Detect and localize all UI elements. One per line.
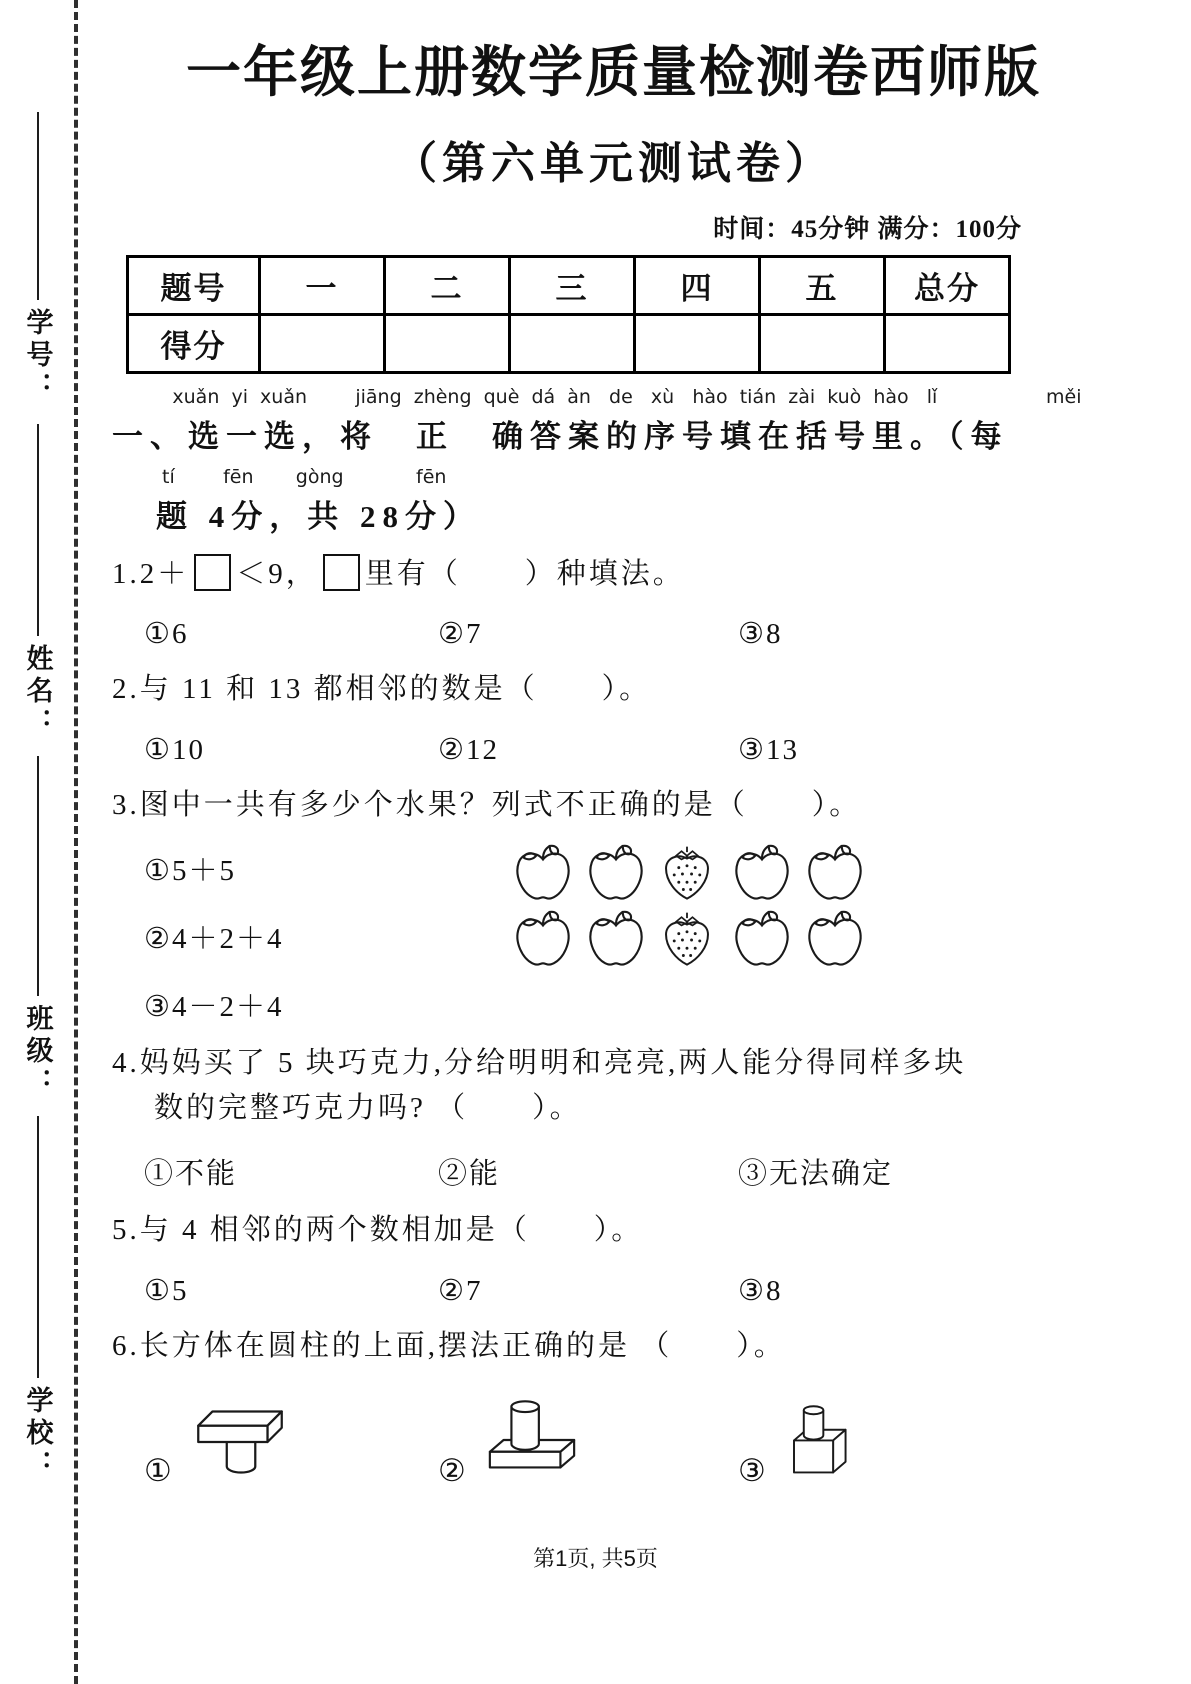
section-one-instruction-line1: 一、选一选，将 正 确答案的序号填在括号里。（每 bbox=[112, 418, 1009, 454]
cuboid-on-cylinder-icon bbox=[184, 1395, 296, 1489]
question-5-options bbox=[144, 1273, 1127, 1308]
blank-box bbox=[194, 554, 231, 591]
option: ①5 bbox=[144, 1275, 189, 1308]
fruit-picture bbox=[510, 844, 870, 1025]
score-table-header-cell: 五 bbox=[760, 257, 885, 315]
apple-icon bbox=[802, 910, 870, 974]
fruit-row bbox=[510, 844, 870, 908]
school-field bbox=[6, 1116, 70, 1482]
apple-icon bbox=[729, 910, 797, 974]
option bbox=[738, 1399, 858, 1489]
strawberry-icon bbox=[656, 844, 724, 908]
question-3-body bbox=[112, 844, 1127, 1025]
option: ③无法确定 bbox=[738, 1158, 894, 1191]
score-table-header-row bbox=[128, 257, 1010, 315]
score-table-header-cell: 一 bbox=[260, 257, 385, 315]
page-subtitle: （第六单元测试卷） bbox=[393, 139, 834, 188]
score-cell-empty bbox=[635, 315, 760, 373]
section-one-instruction-line2: 题 4分，共 28分） bbox=[156, 498, 481, 534]
option-label: ② bbox=[438, 1453, 466, 1489]
pinyin-annotation: xuǎn yi xuǎn jiāng zhèng què dá àn de xù hào tián zài kuò hào lǐ měi bbox=[112, 386, 1082, 408]
option: ②12 bbox=[438, 734, 499, 767]
option-label: ① bbox=[144, 1453, 172, 1489]
option: ③4－2＋4 bbox=[144, 991, 284, 1024]
apple-icon bbox=[583, 910, 651, 974]
question-3 bbox=[112, 783, 1127, 1025]
page-title: 一年级上册数学质量检测卷西师版 bbox=[185, 41, 1041, 103]
fruit-row bbox=[510, 910, 870, 974]
score-cell-empty bbox=[510, 315, 635, 373]
question-1-text: 1.2＋ ＜9， 里有（ ）种填法。 bbox=[112, 552, 1127, 597]
score-table-score-row bbox=[128, 315, 1010, 373]
score-cell-empty bbox=[760, 315, 885, 373]
class-label: 班级： bbox=[22, 1004, 53, 1100]
option: ①5＋5 bbox=[144, 855, 236, 888]
option: ③8 bbox=[738, 618, 783, 651]
option bbox=[144, 1395, 438, 1489]
exam-time-score-info: 时间：45分钟 满分：100分 bbox=[713, 216, 1022, 243]
question-3-options bbox=[144, 844, 510, 1025]
student-number-field bbox=[6, 112, 70, 404]
cylinder-on-cube-icon bbox=[778, 1399, 858, 1489]
option: ②4＋2＋4 bbox=[144, 923, 284, 956]
score-table bbox=[126, 255, 1011, 374]
question-2-text: 2.与 11 和 13 都相邻的数是（ ）。 bbox=[112, 673, 652, 706]
write-line bbox=[37, 112, 39, 300]
question-3-text: 3.图中一共有多少个水果？列式不正确的是（ ）。 bbox=[112, 789, 862, 822]
score-row-label: 得分 bbox=[128, 315, 260, 373]
question-1-options bbox=[144, 616, 1127, 651]
student-number-label: 学号： bbox=[22, 308, 53, 404]
page-number: 第1页, 共5页 bbox=[533, 1546, 658, 1571]
question-6-options bbox=[144, 1391, 1127, 1489]
question-6-text: 6.长方体在圆柱的上面,摆法正确的是 （ ）。 bbox=[112, 1330, 786, 1363]
question-4 bbox=[112, 1041, 1127, 1192]
option: ②7 bbox=[438, 618, 483, 651]
score-cell-empty bbox=[385, 315, 510, 373]
option bbox=[438, 1391, 738, 1489]
question-4-options bbox=[144, 1151, 1127, 1192]
question-4-text-line1: 4.妈妈买了 5 块巧克力,分给明明和亮亮,两人能分得同样多块 bbox=[112, 1047, 967, 1080]
score-cell-empty bbox=[260, 315, 385, 373]
blank-box bbox=[323, 554, 360, 591]
section-one-heading bbox=[100, 386, 1127, 536]
write-line bbox=[37, 424, 39, 636]
binding-dashed-line bbox=[74, 0, 78, 1684]
write-line bbox=[37, 1116, 39, 1378]
option: ①不能 bbox=[144, 1158, 238, 1191]
cylinder-on-cuboid-icon bbox=[478, 1391, 586, 1489]
pinyin-annotation: tí fēn gòng fēn bbox=[156, 465, 447, 488]
apple-icon bbox=[510, 844, 578, 908]
option: ②能 bbox=[438, 1158, 501, 1191]
apple-icon bbox=[583, 844, 651, 908]
question-5-text: 5.与 4 相邻的两个数相加是（ ）。 bbox=[112, 1214, 644, 1247]
school-label: 学校： bbox=[22, 1386, 53, 1482]
option: ①6 bbox=[144, 618, 189, 651]
score-table-header-cell: 总分 bbox=[885, 257, 1010, 315]
score-table-header-cell: 四 bbox=[635, 257, 760, 315]
question-1 bbox=[112, 552, 1127, 652]
score-table-header-cell: 三 bbox=[510, 257, 635, 315]
apple-icon bbox=[510, 910, 578, 974]
question-2 bbox=[112, 667, 1127, 767]
option: ③13 bbox=[738, 734, 799, 767]
option-label: ③ bbox=[738, 1453, 766, 1489]
strawberry-icon bbox=[656, 910, 724, 974]
option: ③8 bbox=[738, 1275, 783, 1308]
option: ①10 bbox=[144, 734, 205, 767]
question-6 bbox=[112, 1324, 1127, 1489]
class-field bbox=[6, 756, 70, 1100]
student-name-label: 姓名： bbox=[22, 644, 53, 740]
exam-page bbox=[100, 0, 1127, 1495]
score-table-header-cell: 二 bbox=[385, 257, 510, 315]
apple-icon bbox=[802, 844, 870, 908]
score-cell-empty bbox=[885, 315, 1010, 373]
question-2-options bbox=[144, 732, 1127, 767]
option: ②7 bbox=[438, 1275, 483, 1308]
question-4-text-line2: 数的完整巧克力吗? （ ）。 bbox=[154, 1092, 582, 1125]
student-name-field bbox=[6, 424, 70, 740]
question-5 bbox=[112, 1208, 1127, 1308]
score-table-header-cell: 题号 bbox=[128, 257, 260, 315]
write-line bbox=[37, 756, 39, 996]
apple-icon bbox=[729, 844, 797, 908]
